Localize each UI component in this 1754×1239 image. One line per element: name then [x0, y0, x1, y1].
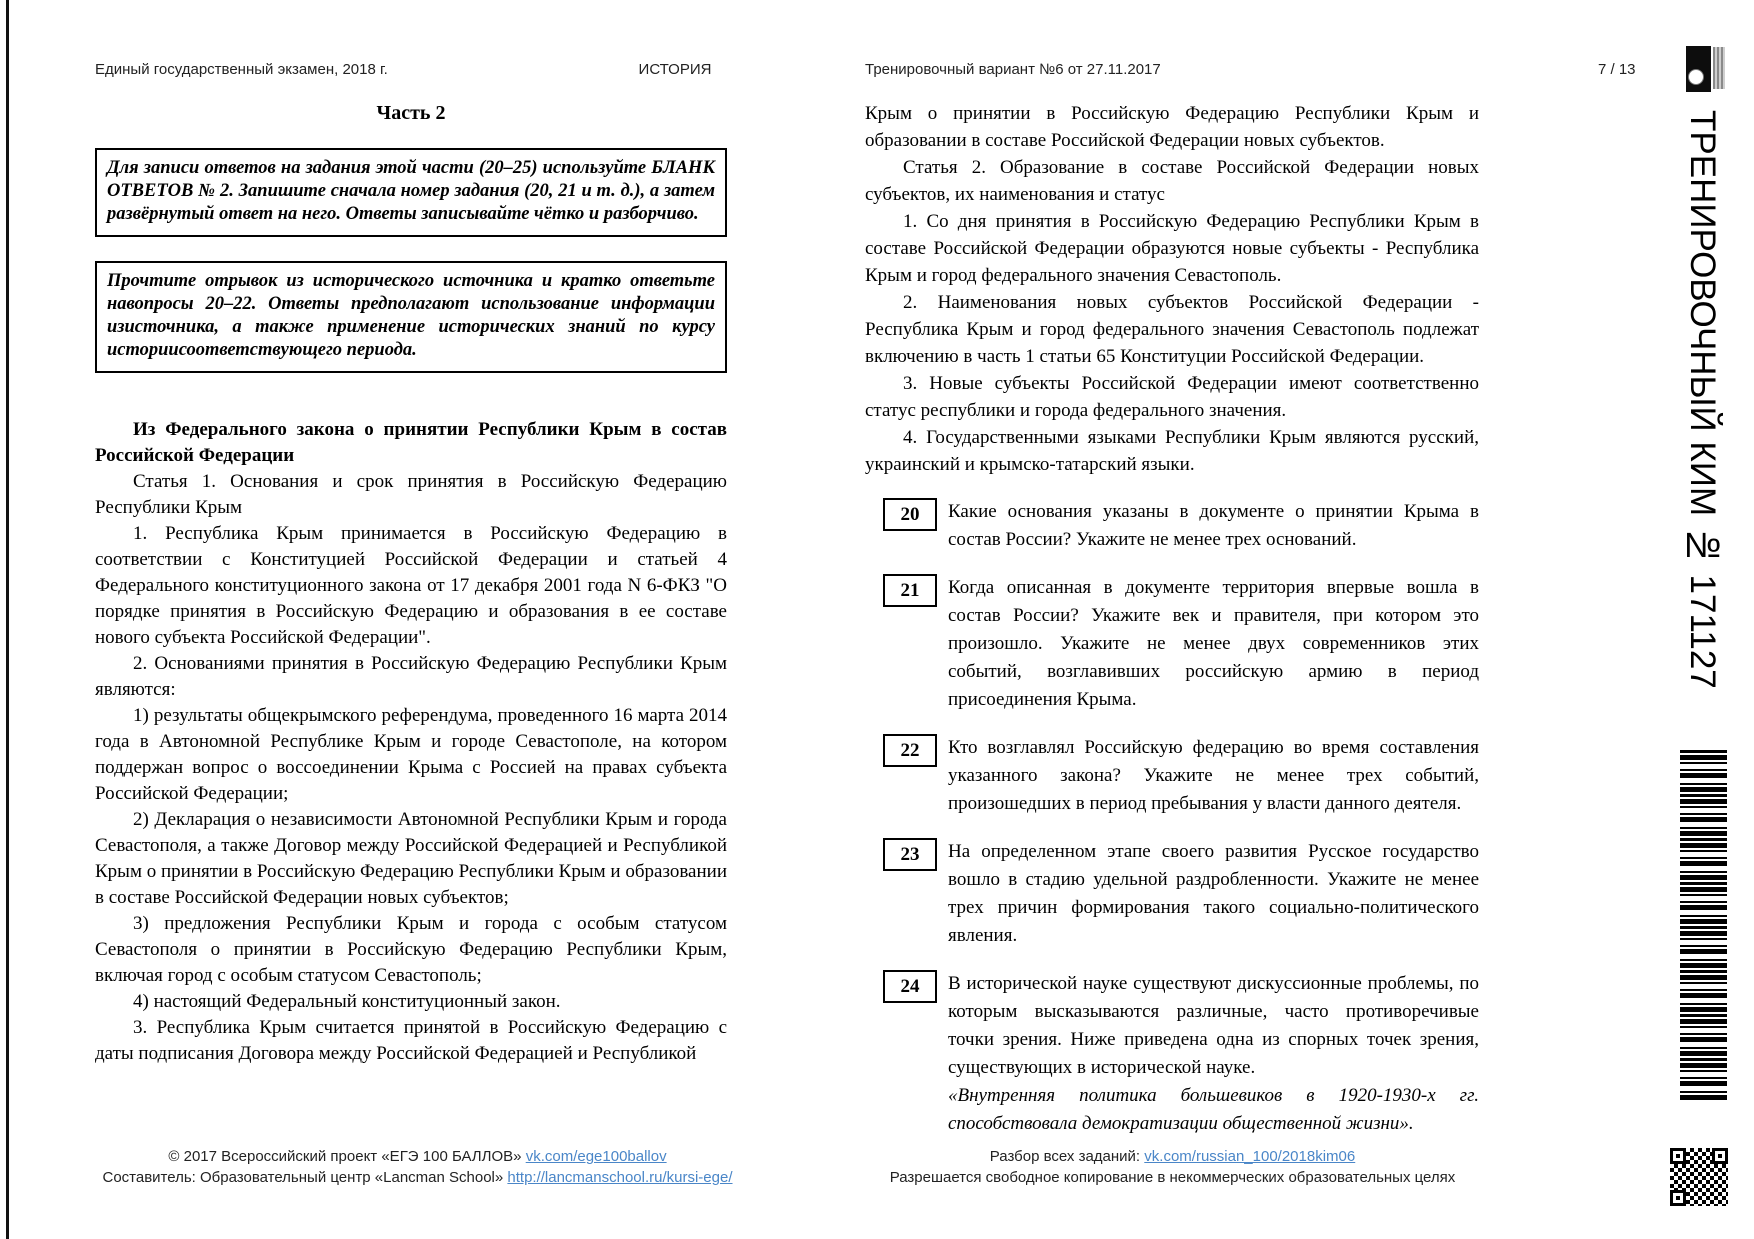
question-number-box: 23: [883, 838, 937, 871]
logo-circle: [1688, 69, 1704, 85]
qr-code: [1670, 1148, 1728, 1206]
question-24: [865, 970, 1479, 1138]
question-22: [865, 734, 1479, 818]
qr-finder-icon: [1712, 1148, 1728, 1164]
paragraph: 4. Государственными языками Республики Крым являются русский, украинский и крымско-татарский языки.: [865, 427, 1479, 475]
question-quote: «Внутренняя политика большевиков в 1920-1930-х гг. способствовала демократизации общественной жизни».: [948, 1085, 1479, 1134]
source-title: Из Федерального закона о принятии Республики Крым в состав Российской Федерации: [95, 419, 727, 466]
barcode: [1680, 750, 1727, 1102]
kim-sidebar-label: ТРЕНИРОВОЧНЫЙ КИМ № 171127: [1683, 110, 1722, 689]
paragraph: 2. Наименования новых субъектов Российской Федерации - Республика Крым и город федерального значения Севастополь подлежат включению в часть 1 статьи 65 Конституции Российской Федерации.: [865, 292, 1479, 367]
header-variant: Тренировочный вариант №6 от 27.11.2017: [865, 61, 1161, 78]
footer-copyright-line: [95, 1146, 740, 1167]
question-21: [865, 574, 1479, 714]
paragraph: 3) предложения Республики Крым и города с особым статусом Севастополя о принятии в Российскую Федерацию Республики Крым, включая город с особым статусом Севастополь;: [95, 913, 727, 986]
question-number-box: 24: [883, 970, 937, 1003]
logo-stripes: [1713, 47, 1725, 89]
right-column: [865, 100, 1479, 1138]
question-number-box: 20: [883, 498, 937, 531]
instruction-box-source: Прочтите отрывок из исторического источника и кратко ответьте навопросы 20–22. Ответы предполагают использование информации изисточника, а также применение исторических знаний по курсу историисоответствующего периода.: [95, 261, 727, 373]
qr-finder-icon: [1670, 1190, 1686, 1206]
paragraph: 1) результаты общекрымского референдума, проведенного 16 марта 2014 года в Автономной Республике Крым и городе Севастополе, на котором поддержан вопрос о воссоединении Крыма с Россией на правах субъекта Российской Федерации;: [95, 705, 727, 804]
question-20: [865, 498, 1479, 554]
footer-license-line: Разрешается свободное копирование в некоммерческих образовательных целях: [889, 1169, 1456, 1186]
page-edge-line: [6, 0, 9, 1239]
logo-black-block: [1686, 46, 1711, 92]
header-subject: ИСТОРИЯ: [638, 61, 712, 78]
questions-block: [865, 498, 1479, 1138]
header-exam-title: Единый государственный экзамен, 2018 г.: [95, 61, 388, 78]
question-number-box: 22: [883, 734, 937, 767]
header-page-number: 7 / 13: [1598, 61, 1636, 78]
paragraph: 1. Со дня принятия в Российскую Федерацию Республики Крым в составе Российской Федерации образуются новые субъекты - Республика Крым и город федерального значения Севастополь.: [865, 211, 1479, 286]
question-text: На определенном этапе своего развития Русское государство вошло в стадию удельной раздробленности. Укажите не менее трех причин формирования такого социально-политического явления.: [948, 841, 1479, 946]
question-text: Кто возглавлял Российскую федерацию во время составления указанного закона? Укажите не менее трех событий, произошедших в период пребывания у власти данного деятеля.: [948, 737, 1479, 814]
footer-copyright-text: © 2017 Всероссийский проект «ЕГЭ 100 БАЛЛОВ»: [168, 1148, 526, 1165]
solutions-link[interactable]: vk.com/russian_100/2018kim06: [1144, 1148, 1356, 1165]
paragraph-continuation: Крым о принятии в Российскую Федерацию Республики Крым и образовании в составе Российской Федерации новых субъектов.: [865, 103, 1479, 151]
paragraph-article1: Статья 1. Основания и срок принятия в Российскую Федерацию Республики Крым: [95, 471, 727, 518]
part-title: Часть 2: [376, 102, 446, 124]
ege100ballov-logo-icon: [1686, 46, 1726, 92]
footer-solutions-line: [865, 1146, 1480, 1167]
lancman-school-link[interactable]: http://lancmanschool.ru/kursi-ege/: [507, 1169, 733, 1186]
question-text: Когда описанная в документе территория впервые вошла в состав России? Укажите век и правителя, при котором это произошло. Укажите не менее двух современников этих событий, возглавивших российскую армию в период присоединения Крыма.: [948, 577, 1479, 710]
question-23: [865, 838, 1479, 950]
footer-author-text: Составитель: Образовательный центр «Lancman School»: [102, 1169, 508, 1186]
paragraph: 1. Республика Крым принимается в Российскую Федерацию в соответствии с Конституцией Российской Федерации и статьей 4 Федерального конституционного закона от 17 декабря 2001 года N 6-ФКЗ "О порядке принятия в Российскую Федерацию и образования в ее составе нового субъекта Российской Федерации".: [95, 523, 727, 648]
vk-project-link[interactable]: vk.com/ege100ballov: [525, 1148, 667, 1165]
left-column: [95, 100, 727, 1067]
qr-finder-icon: [1670, 1148, 1686, 1164]
question-text-main: В исторической науке существуют дискуссионные проблемы, по которым высказываются различные, часто противоречивые точки зрения. Ниже приведена одна из спорных точек зрения, существующих в исторической науке.: [948, 973, 1479, 1078]
paragraph: 3. Республика Крым считается принятой в Российскую Федерацию с даты подписания Договора между Российской Федерацией и Республикой: [95, 1017, 727, 1064]
instruction-box-answers: Для записи ответов на задания этой части (20–25) используйте БЛАНК ОТВЕТОВ № 2. Запишите сначала номер задания (20, 21 и т. д.), а затем развёрнутый ответ на него. Ответы записывайте чётко и разборчиво.: [95, 148, 727, 237]
footer-solutions-text: Разбор всех заданий:: [989, 1148, 1145, 1165]
paragraph: 3. Новые субъекты Российской Федерации имеют соответственно статус республики и города федерального значения.: [865, 373, 1479, 421]
paragraph-article2: Статья 2. Образование в составе Российской Федерации новых субъектов, их наименования и статус: [865, 157, 1479, 205]
question-text: Какие основания указаны в документе о принятии Крыма в состав России? Укажите не менее трех оснований.: [948, 501, 1479, 550]
footer-right: [865, 1146, 1480, 1188]
paragraph: 4) настоящий Федеральный конституционный закон.: [133, 991, 561, 1012]
footer-left: [95, 1146, 740, 1188]
paragraph: 2) Декларация о независимости Автономной Республики Крым и города Севастополя, а также Договор между Российской Федерацией и Республикой Крым о принятии в Российскую Федерацию Республики Крым и образовании в составе Российской Федерации новых субъектов;: [95, 809, 727, 908]
paragraph: 2. Основаниями принятия в Российскую Федерацию Республики Крым являются:: [95, 653, 727, 700]
question-text: [948, 970, 1479, 1138]
question-number-box: 21: [883, 574, 937, 607]
footer-author-line: [95, 1167, 740, 1188]
